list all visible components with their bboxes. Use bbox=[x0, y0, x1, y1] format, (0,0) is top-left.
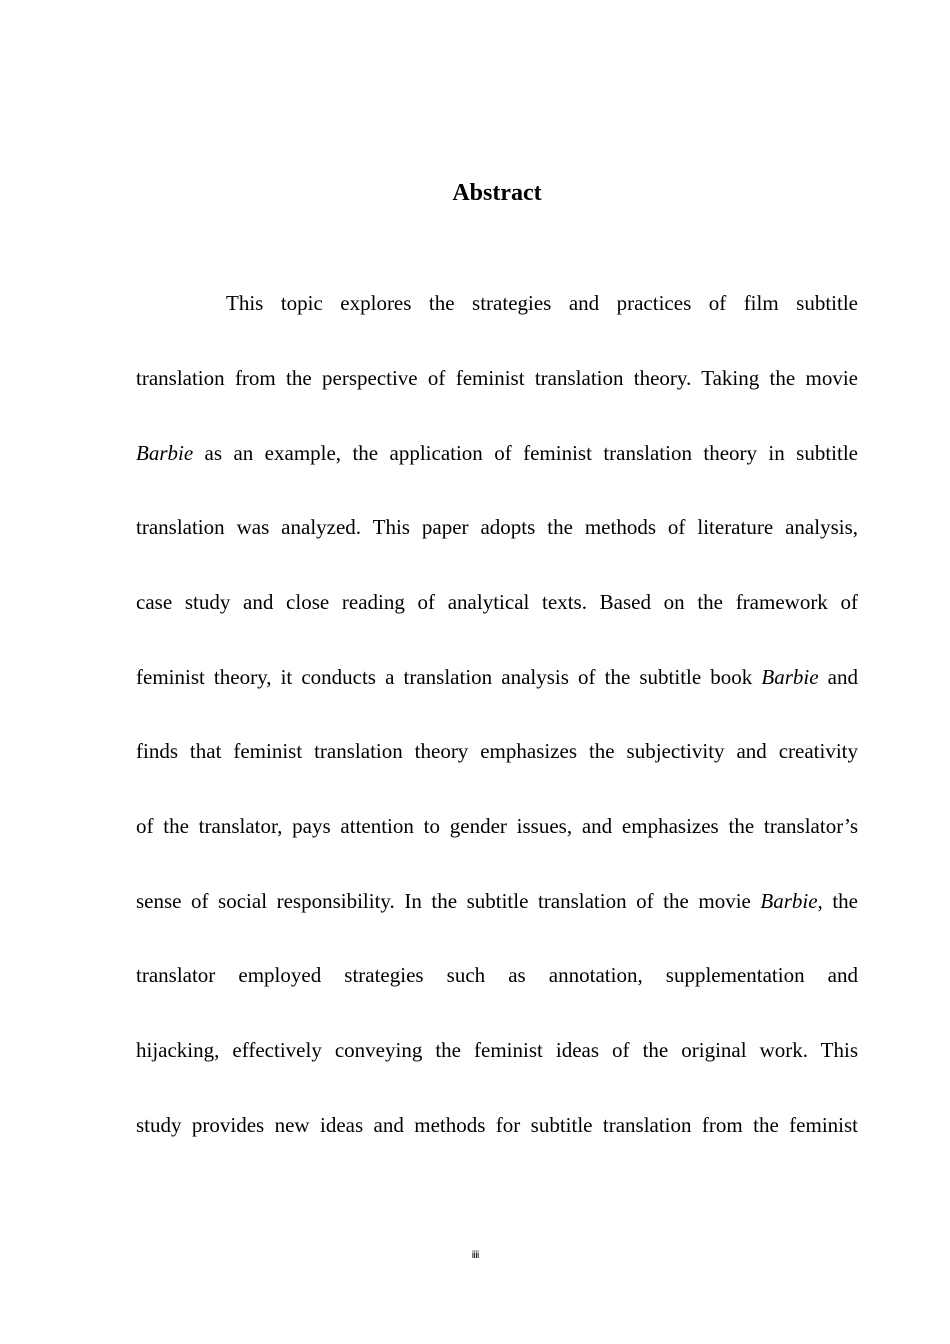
abstract-title: Abstract bbox=[452, 180, 542, 206]
body-line-6: feminist theory, it conducts a translation analysis of the subtitle book Barbie and bbox=[136, 665, 859, 689]
body-line-12: study provides new ideas and methods for subtitle translation from the feminist bbox=[136, 1113, 858, 1137]
body-line-3: Barbie as an example, the application of feminist translation theory in subtitle bbox=[136, 441, 858, 465]
body-line-5: case study and close reading of analytical texts. Based on the framework of bbox=[136, 590, 858, 614]
page-number: iiii bbox=[471, 1250, 479, 1261]
film-title-italic: Barbie bbox=[136, 441, 194, 465]
film-title-italic: Barbie bbox=[761, 665, 819, 689]
body-line-2: translation from the perspective of feminist translation theory. Taking the movie bbox=[136, 366, 858, 390]
body-line-1: This topic explores the strategies and practices of film subtitle bbox=[226, 291, 858, 315]
body-line-7: finds that feminist translation theory emphasizes the subjectivity and creativity bbox=[136, 739, 858, 763]
body-line-4: translation was analyzed. This paper adopts the methods of literature analysis, bbox=[136, 515, 858, 539]
body-line-9: sense of social responsibility. In the subtitle translation of the movie Barbie, the bbox=[136, 889, 858, 913]
body-line-11: hijacking, effectively conveying the feminist ideas of the original work. This bbox=[136, 1038, 858, 1062]
body-line-8: of the translator, pays attention to gender issues, and emphasizes the translator’s bbox=[136, 814, 858, 838]
film-title-italic: Barbie bbox=[760, 889, 818, 913]
body-line-10: translator employed strategies such as annotation, supplementation and bbox=[136, 963, 858, 987]
